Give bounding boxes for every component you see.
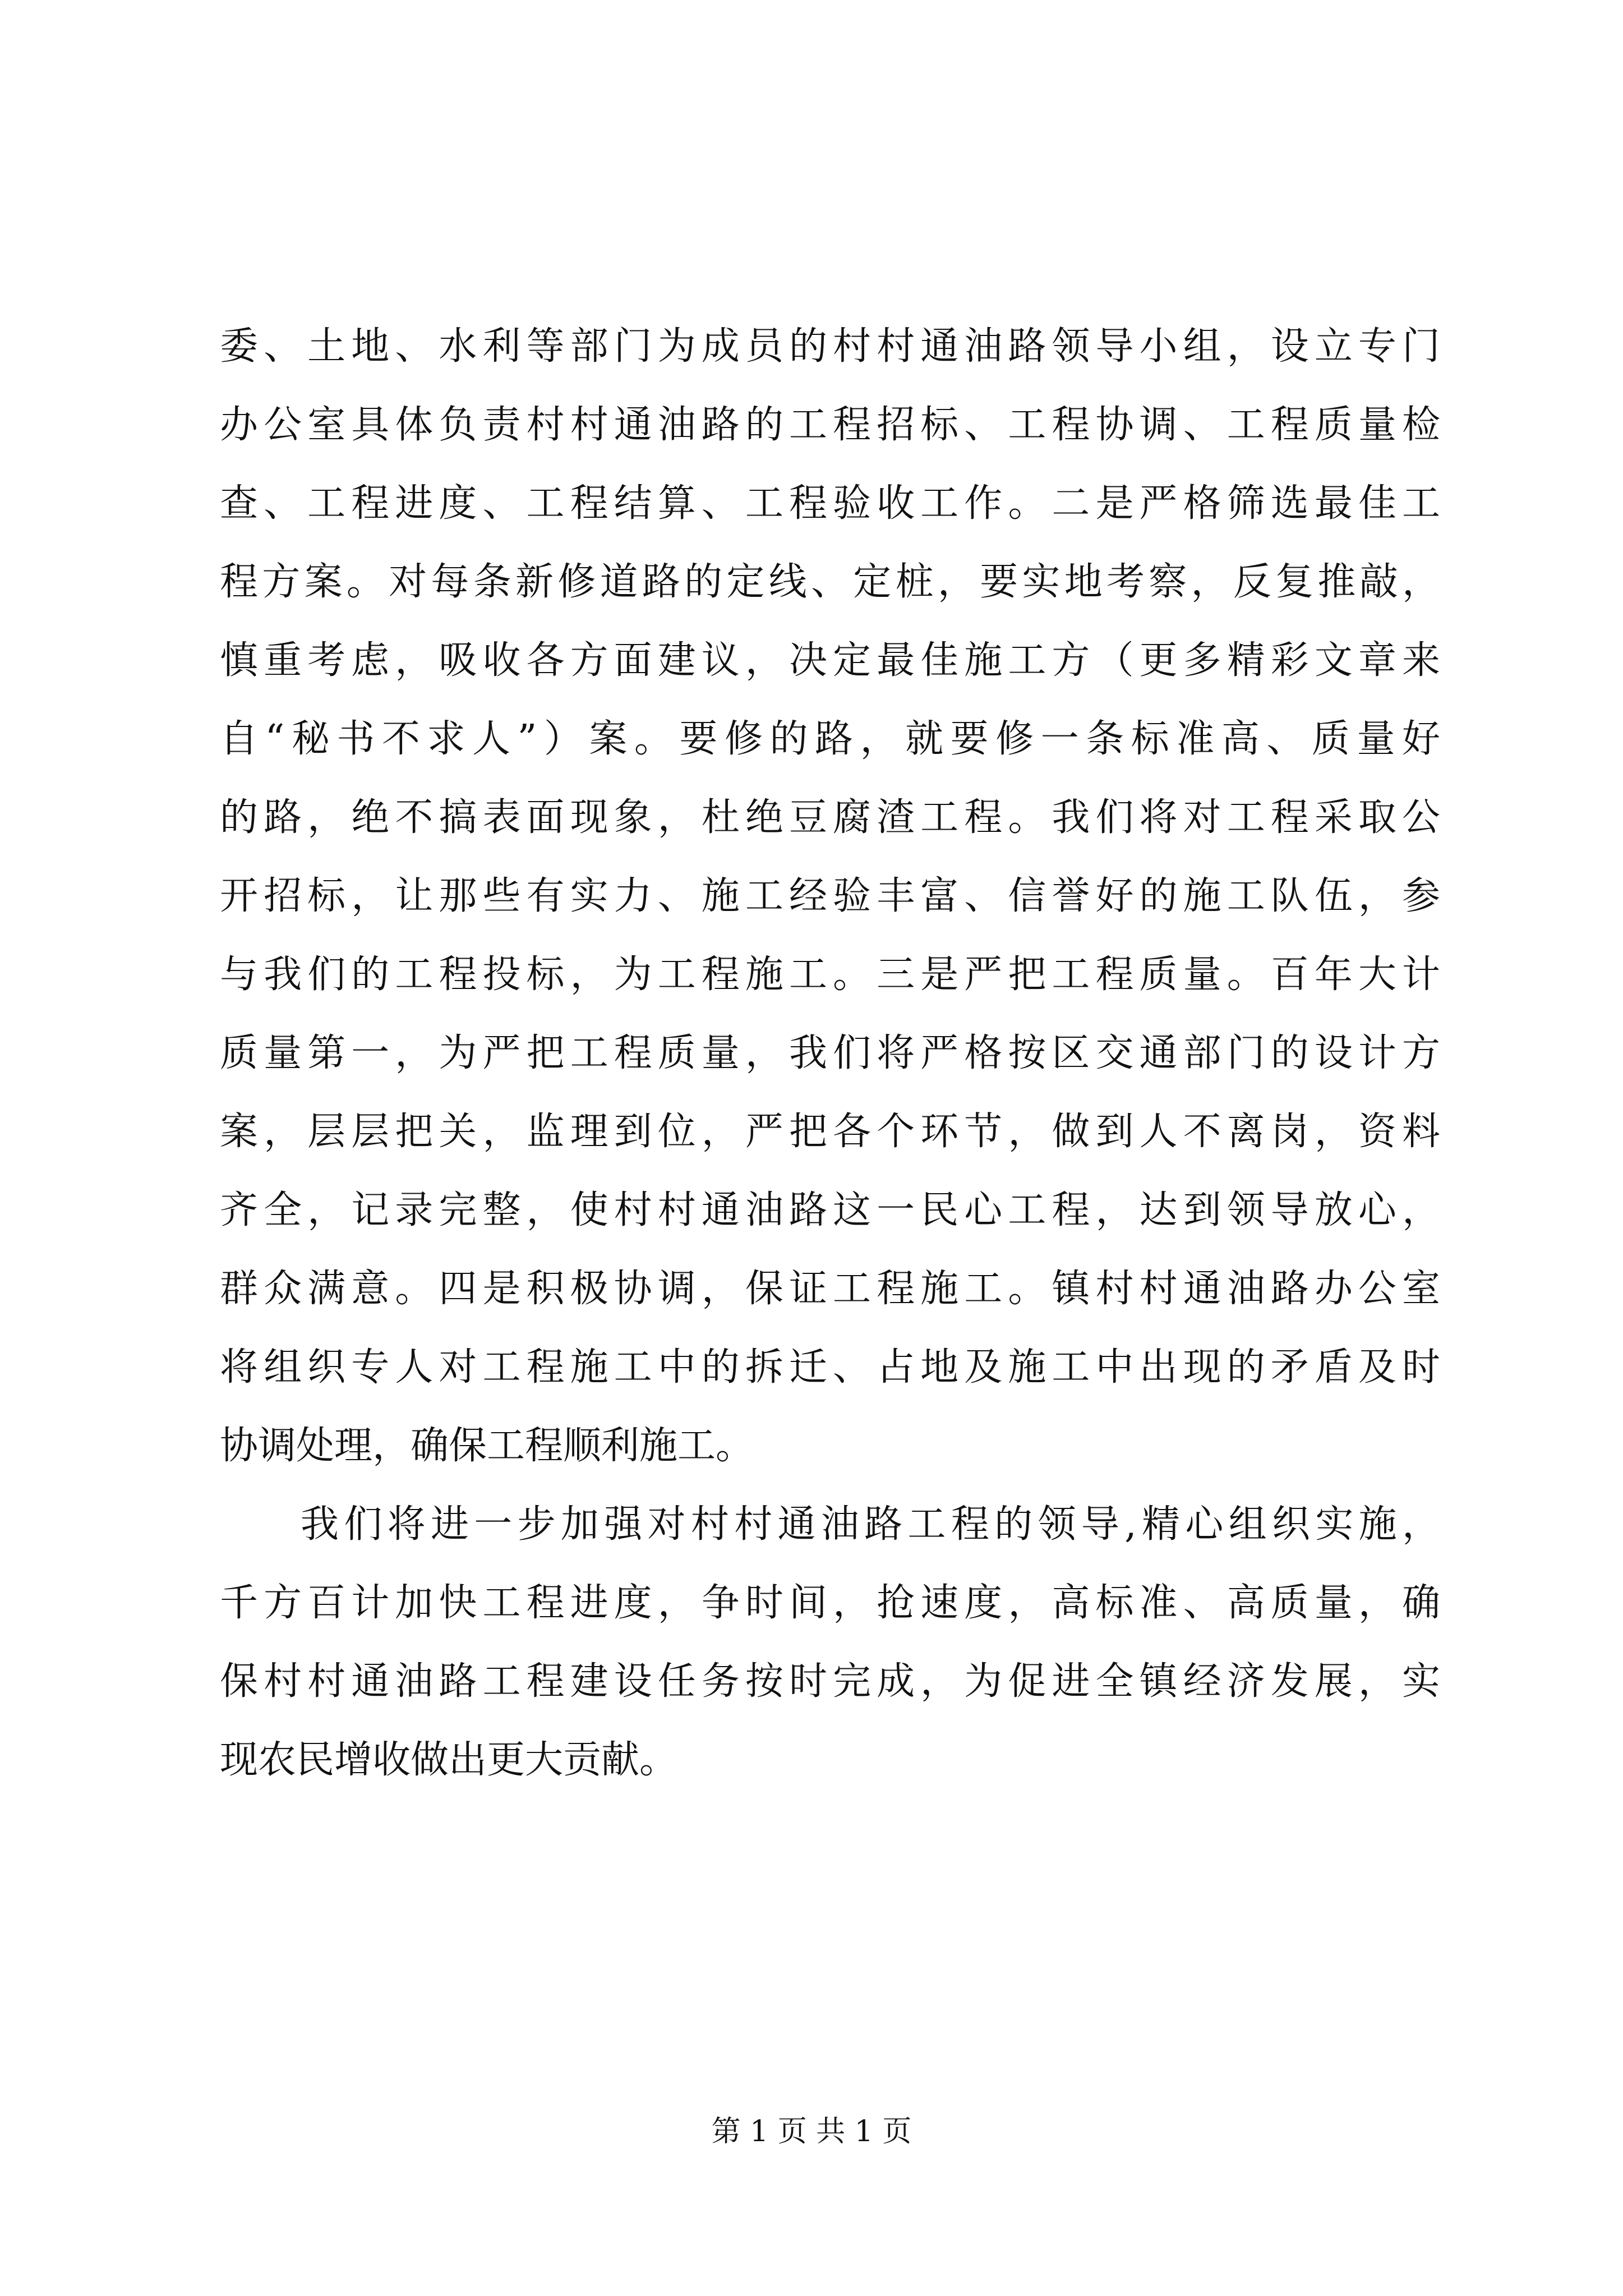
text-line: 开招标，让那些有实力、施工经验丰富、信誉好的施工队伍，参 [220, 874, 1440, 918]
text-line: 我们将进一步加强对村村通油路工程的领导,精心组织实施， [301, 1502, 1440, 1547]
text-line: 保村村通油路工程建设任务按时完成，为促进全镇经济发展，实 [220, 1659, 1440, 1704]
text-line: 委、土地、水利等部门为成员的村村通油路领导小组，设立专门 [220, 324, 1440, 369]
text-line: 慎重考虑，吸收各方面建议，决定最佳施工方（更多精彩文章来 [220, 638, 1440, 683]
text-line: 程方案。对每条新修道路的定线、定桩，要实地考察，反复推敲， [220, 560, 1440, 604]
paragraph-2 [220, 1485, 1440, 1800]
text-line: 与我们的工程投标，为工程施工。三是严把工程质量。百年大计 [220, 953, 1440, 997]
body-text [220, 307, 1440, 1800]
text-line: 协调处理，确保工程顺利施工。 [220, 1424, 754, 1468]
text-line: 将组织专人对工程施工中的拆迁、占地及施工中出现的矛盾及时 [220, 1345, 1440, 1389]
paragraph-1 [220, 307, 1440, 1485]
text-line: 质量第一，为严把工程质量，我们将严格按区交通部门的设计方 [220, 1031, 1440, 1075]
page-number-footer: 第 1 页 共 1 页 [711, 2115, 912, 2148]
text-line: 查、工程进度、工程结算、工程验收工作。二是严格筛选最佳工 [220, 481, 1440, 526]
text-line: 现农民增收做出更大贡献。 [220, 1738, 678, 1782]
text-line: 案，层层把关，监理到位，严把各个环节，做到人不离岗，资料 [220, 1110, 1440, 1154]
text-line: 齐全，记录完整，使村村通油路这一民心工程，达到领导放心， [220, 1188, 1440, 1232]
text-line: 的路，绝不搞表面现象，杜绝豆腐渣工程。我们将对工程采取公 [220, 795, 1440, 840]
text-line: 千方百计加快工程进度，争时间，抢速度，高标准、高质量，确 [220, 1581, 1440, 1625]
text-line: 自“秘书不求人”）案。要修的路，就要修一条标准高、质量好 [220, 717, 1440, 761]
text-line: 群众满意。四是积极协调，保证工程施工。镇村村通油路办公室 [220, 1267, 1440, 1311]
text-line: 办公室具体负责村村通油路的工程招标、工程协调、工程质量检 [220, 403, 1440, 447]
